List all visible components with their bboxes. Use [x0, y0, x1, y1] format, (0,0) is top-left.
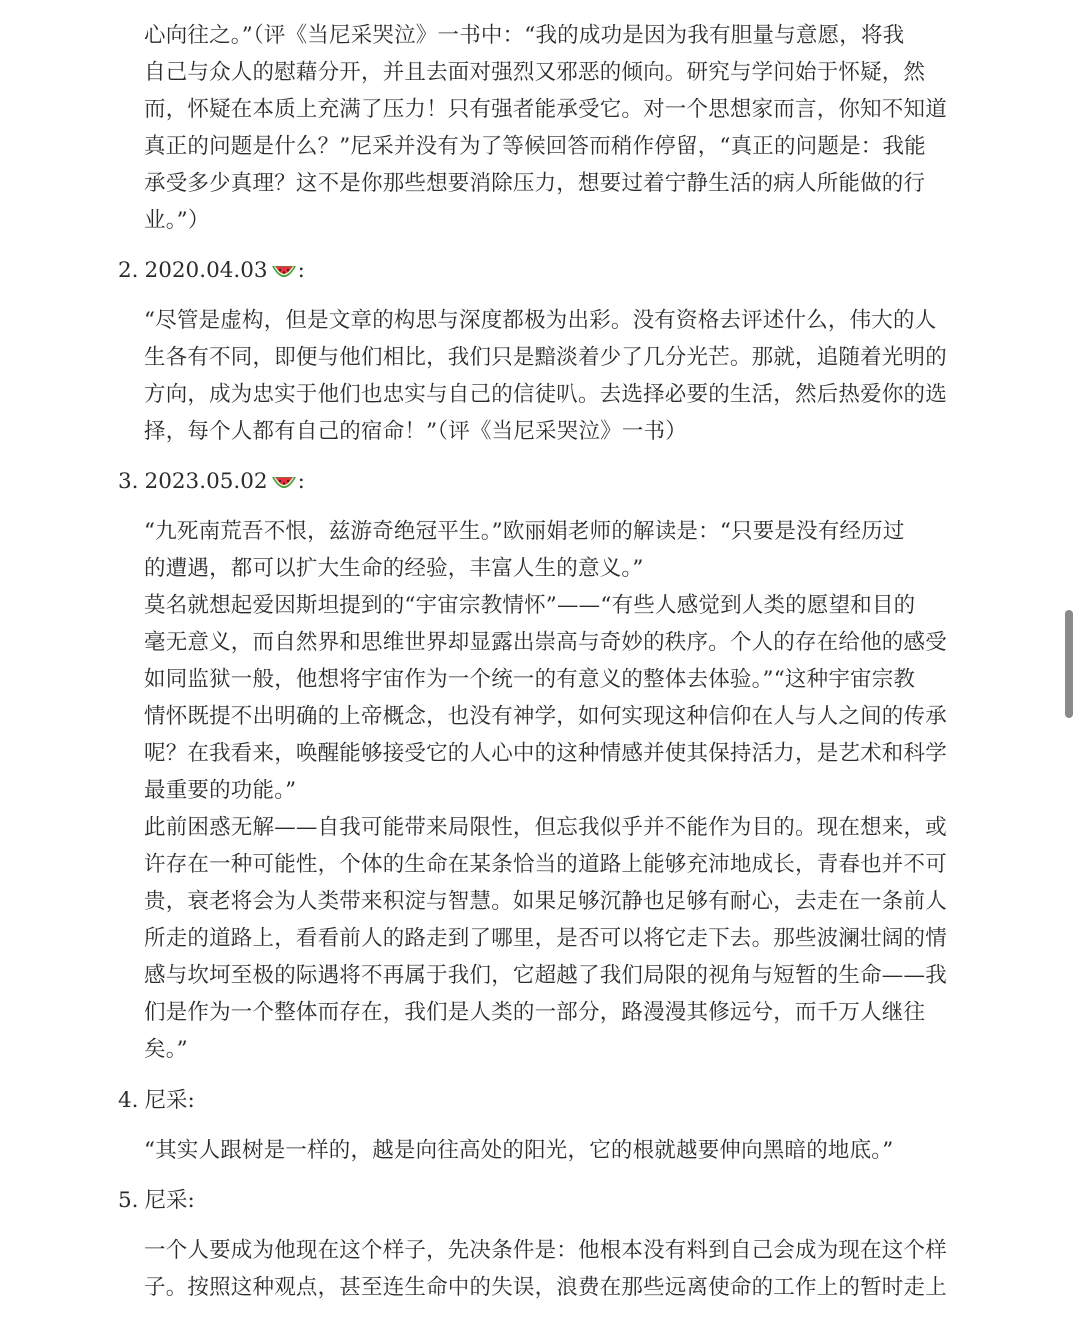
text-line: 毫无意义，而自然界和思维世界却显露出崇高与奇妙的秩序。个人的存在给他的感受: [144, 630, 947, 655]
text-line: 而，怀疑在本质上充满了压力！只有强者能承受它。对一个思想家而言，你知不知道: [144, 97, 947, 122]
text-line: “九死南荒吾不恨，兹游奇绝冠平生。”欧丽娟老师的解读是：“只要是没有经历过: [144, 519, 905, 544]
text-line: 最重要的功能。”: [144, 778, 297, 803]
entry-date: 2020.04.03: [144, 258, 268, 283]
text-line: 承受多少真理？这不是你那些想要消除压力，想要过着宁静生活的病人所能做的行: [144, 171, 926, 196]
text-line: 情怀既提不出明确的上帝概念，也没有神学，如何实现这种信仰在人与人之间的传承: [144, 704, 947, 729]
text-line: 方向，成为忠实于他们也忠实与自己的信徒叭。去选择必要的生活，然后热爱你的选: [144, 382, 947, 407]
item-1-continuation: [144, 17, 956, 239]
text-line: 心向往之。”（评《当尼采哭泣》一书中：“我的成功是因为我有胆量与意愿，将我: [144, 23, 905, 48]
entry-date: 2023.05.02: [144, 469, 268, 494]
list-number: 4.: [118, 1088, 139, 1113]
item-3-body: [144, 513, 956, 1068]
text-line: 生各有不同，即便与他们相比，我们只是黯淡着少了几分光芒。那就，追随着光明的: [144, 345, 947, 370]
text-line: 贵，衰老将会为人类带来积淀与智慧。如果足够沉静也足够有耐心，去走在一条前人: [144, 889, 947, 914]
vertical-scrollbar[interactable]: [1064, 0, 1074, 1342]
watermelon-icon: [270, 260, 298, 282]
text-line: 子。按照这种观点，甚至连生命中的失误，浪费在那些远离使命的工作上的暂时走上: [144, 1275, 947, 1300]
text-line: 业。”）: [144, 208, 210, 233]
text-line: 感与坎坷至极的际遇将不再属于我们，它超越了我们局限的视角与短暂的生命——我: [144, 963, 947, 988]
item-2-body: [144, 302, 956, 450]
list-number: 5.: [118, 1188, 139, 1213]
item-5-body: [144, 1232, 956, 1306]
text-line: 的遭遇，都可以扩大生命的经验，丰富人生的意义。”: [144, 556, 644, 581]
heading-colon: :: [297, 258, 305, 283]
list-number: 3.: [118, 469, 139, 494]
text-line: 许存在一种可能性，个体的生命在某条恰当的道路上能够充沛地成长，青春也并不可: [144, 852, 947, 877]
text-line: 此前困惑无解——自我可能带来局限性，但忘我似乎并不能作为目的。现在想来，或: [144, 815, 947, 840]
item-4-body: [144, 1132, 956, 1169]
item-4-heading: [118, 1086, 195, 1116]
watermelon-icon: [270, 471, 298, 493]
heading-colon: :: [297, 469, 305, 494]
text-line: 所走的道路上，看看前人的路走到了哪里，是否可以将它走下去。那些波澜壮阔的情: [144, 926, 947, 951]
list-number: 2.: [118, 258, 139, 283]
text-line: “尽管是虚构，但是文章的构思与深度都极为出彩。没有资格去评述什么，伟大的人: [144, 308, 937, 333]
item-2-heading: [118, 256, 305, 286]
text-line: 自己与众人的慰藉分开，并且去面对强烈又邪恶的倾向。研究与学问始于怀疑，然: [144, 60, 926, 85]
item-3-heading: [118, 467, 305, 497]
text-line: 真正的问题是什么？”尼采并没有为了等候回答而稍作停留，“真正的问题是：我能: [144, 134, 926, 159]
item-5-heading: [118, 1186, 195, 1216]
text-line: 择，每个人都有自己的宿命！”（评《当尼采哭泣》一书）: [144, 419, 687, 444]
text-line: 如同监狱一般，他想将宇宙作为一个统一的有意义的整体去体验。”“这种宇宙宗教: [144, 667, 916, 692]
text-line: 矣。”: [144, 1037, 188, 1062]
text-line: 莫名就想起爱因斯坦提到的“宇宙宗教情怀”——“有些人感觉到人类的愿望和目的: [144, 593, 916, 618]
item-title: 尼采:: [144, 1088, 195, 1113]
text-line: “其实人跟树是一样的，越是向往高处的阳光，它的根就越要伸向黑暗的地底。”: [144, 1138, 894, 1163]
text-line: 一个人要成为他现在这个样子，先决条件是：他根本没有料到自己会成为现在这个样: [144, 1238, 947, 1263]
text-line: 呢？在我看来，唤醒能够接受它的人心中的这种情感并使其保持活力，是艺术和科学: [144, 741, 947, 766]
text-line: 们是作为一个整体而存在，我们是人类的一部分，路漫漫其修远兮，而千万人继往: [144, 1000, 926, 1025]
item-title: 尼采:: [144, 1188, 195, 1213]
scrollbar-thumb[interactable]: [1065, 610, 1073, 718]
